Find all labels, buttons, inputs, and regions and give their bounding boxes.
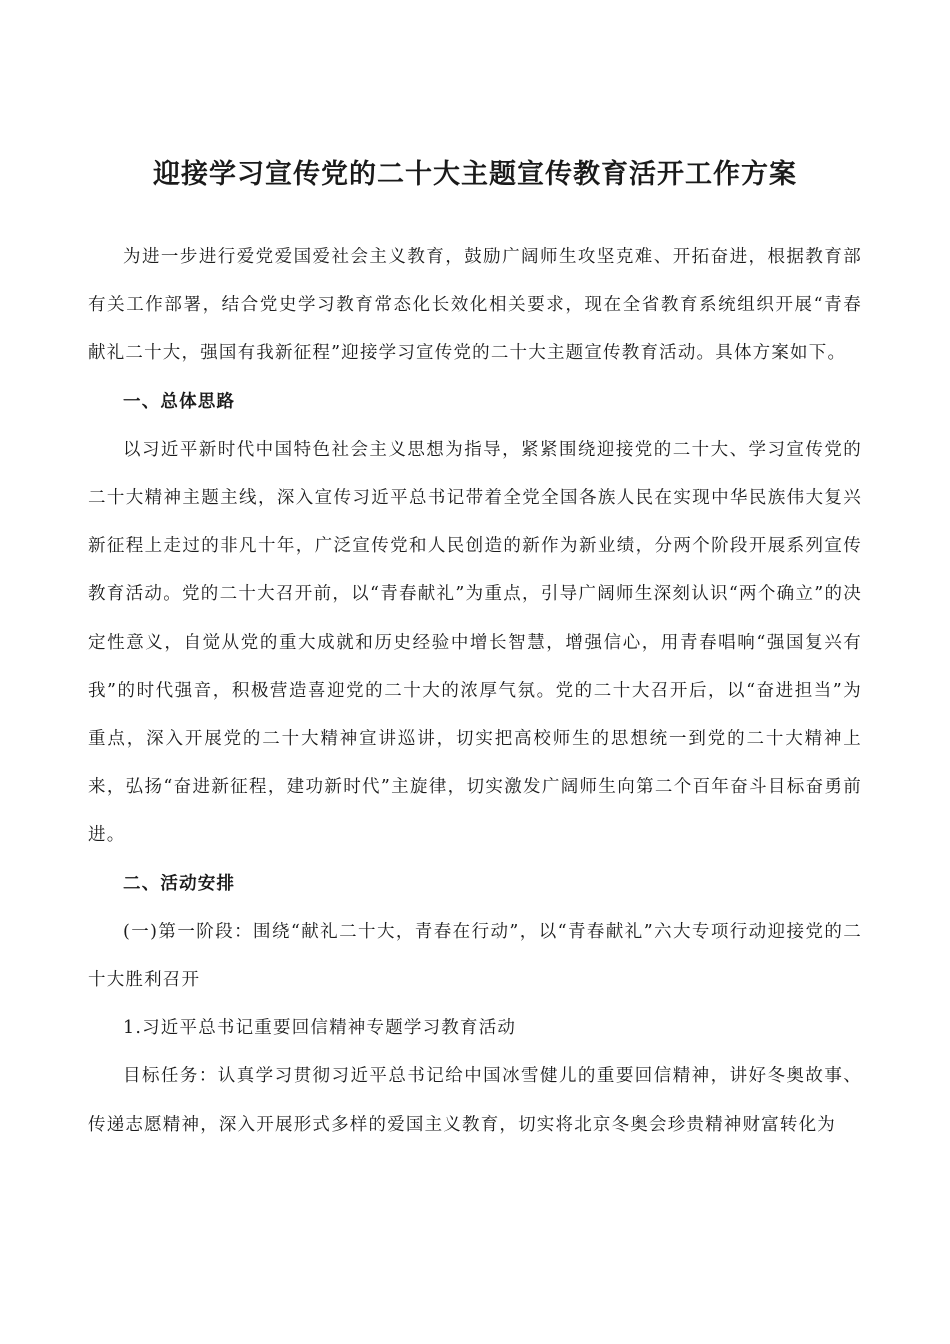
- section-heading-activity-arrangement: 二、活动安排: [123, 873, 236, 894]
- item-one-title: 1.习近平总书记重要回信精神专题学习教育活动: [123, 1018, 517, 1039]
- overall-approach-paragraph: 以习近平新时代中国特色社会主义思想为指导，紧紧围绕迎接党的二十大、学习宣传党的二十大精神主题主线，深入宣传习近平总书记带着全党全国各族人民在实现中华民族伟大复兴新征程上走过的非凡十年，广泛宣传党和人民创造的新作为新业绩，分两个阶段开展系列宣传教育活动。党的二十大召开前，以“青春献礼”为重点，引导广阔师生深刻认识“两个确立”的决定性意义，自觉从党的重大成就和历史经验中增长智慧，增强信心，用青春唱响“强国复兴有我”的时代强音，积极营造喜迎党的二十大的浓厚气氛。党的二十大召开后，以“奋进担当”为重点，深入开展党的二十大精神宣讲巡讲，切实把高校师生的思想统一到党的二十大精神上来，弘扬“奋进新征程，建功新时代”主旋律，切实激发广阔师生向第二个百年奋斗目标奋勇前进。: [88, 439, 862, 846]
- document-title: 迎接学习宣传党的二十大主题宣传教育活开工作方案: [153, 159, 797, 190]
- section-heading-overall-approach: 一、总体思路: [123, 391, 236, 412]
- item-one-goal-paragraph: 目标任务：认真学习贯彻习近平总书记给中国冰雪健儿的重要回信精神，讲好冬奥故事、传递志愿精神，深入开展形式多样的爱国主义教育，切实将北京冬奥会珍贵精神财富转化为: [88, 1066, 862, 1135]
- intro-paragraph: 为进一步进行爱党爱国爱社会主义教育，鼓励广阔师生攻坚克难、开拓奋进，根据教育部有关工作部署，结合党史学习教育常态化长效化相关要求，现在全省教育系统组织开展“青春献礼二十大，强国有我新征程”迎接学习宣传党的二十大主题宣传教育活动。具体方案如下。: [88, 247, 862, 364]
- stage-one-paragraph: (一)第一阶段：围绕“献礼二十大，青春在行动”，以“青春献礼”六大专项行动迎接党的二十大胜利召开: [88, 921, 862, 991]
- document-body: [88, 233, 862, 1149]
